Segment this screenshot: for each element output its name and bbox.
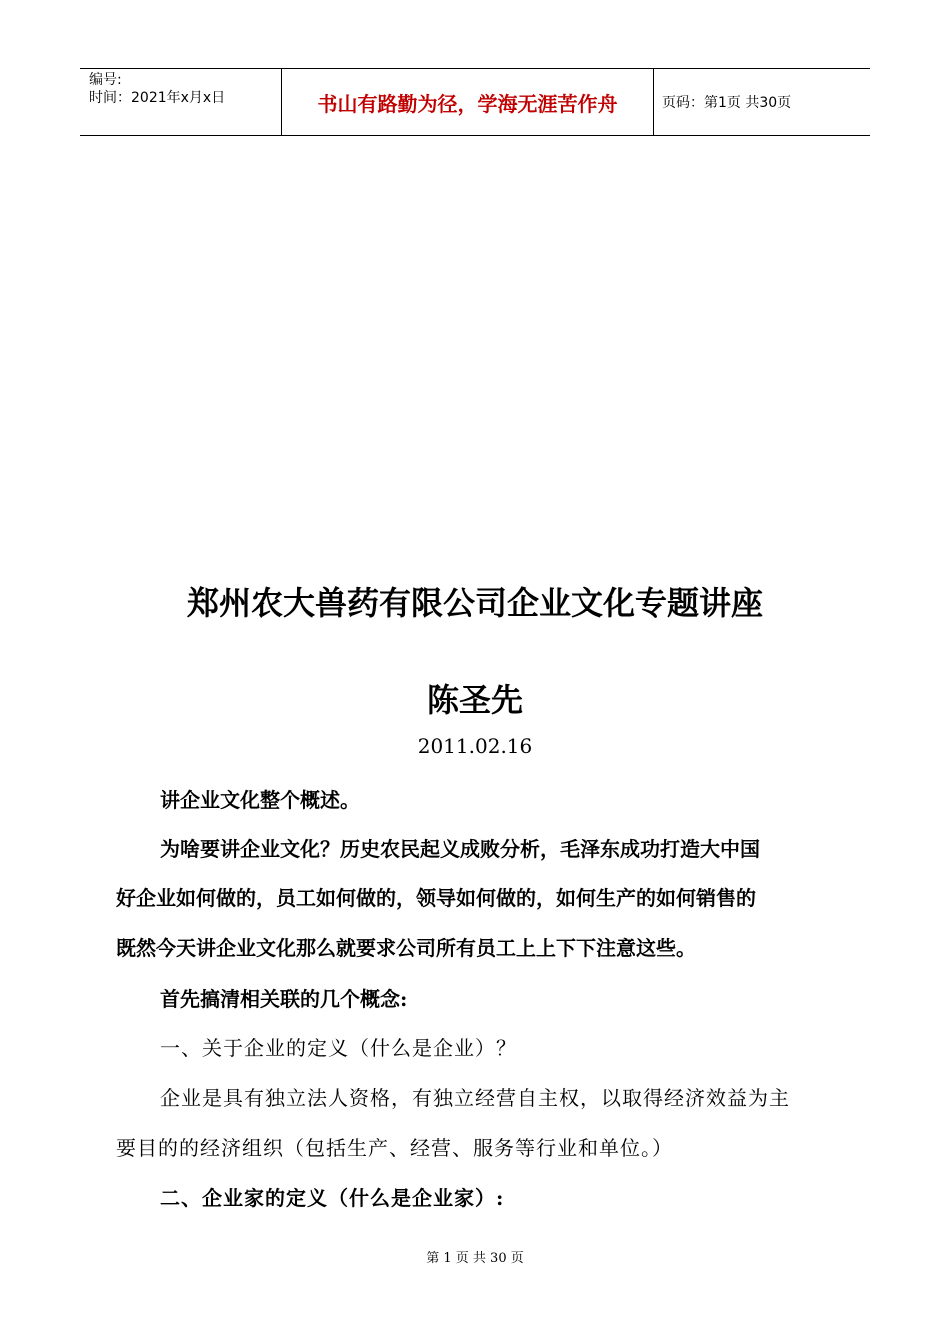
- header-meta-cell: [80, 69, 282, 135]
- body-line-4: 既然今天讲企业文化那么就要求公司所有员工上上下下注意这些。: [116, 936, 696, 960]
- body-line-1: 讲企业文化整个概述。: [160, 788, 360, 812]
- body-line-7: 企业是具有独立法人资格，有独立经营自主权，以取得经济效益为主: [160, 1086, 790, 1110]
- document-time-label: 时间：2021年x月x日: [89, 90, 226, 106]
- page-header-table: [80, 68, 870, 136]
- body-line-3: 好企业如何做的，员工如何做的，领导如何做的，如何生产的如何销售的: [116, 886, 756, 910]
- section-heading-2: 二、企业家的定义（什么是企业家）:: [160, 1186, 505, 1210]
- body-line-2: 为啥要讲企业文化？历史农民起义成败分析，毛泽东成功打造大中国: [160, 837, 760, 861]
- document-number-label: 编号:: [89, 72, 122, 88]
- page-footer: 第 1 页 共 30 页: [426, 1251, 524, 1266]
- body-line-8: 要目的的经济组织（包括生产、经营、服务等行业和单位。）: [116, 1136, 673, 1160]
- section-heading-1: 一、关于企业的定义（什么是企业）？: [160, 1036, 517, 1060]
- document-author: 陈圣先: [426, 681, 523, 719]
- document-title: 郑州农大兽药有限公司企业文化专题讲座: [186, 584, 763, 622]
- document-date: 2011.02.16: [417, 734, 533, 758]
- body-line-5: 首先搞清相关联的几个概念:: [160, 987, 408, 1011]
- header-motto: 书山有路勤为径，学海无涯苦作舟: [282, 69, 654, 135]
- header-page-info: 页码：第1页 共30页: [662, 95, 792, 111]
